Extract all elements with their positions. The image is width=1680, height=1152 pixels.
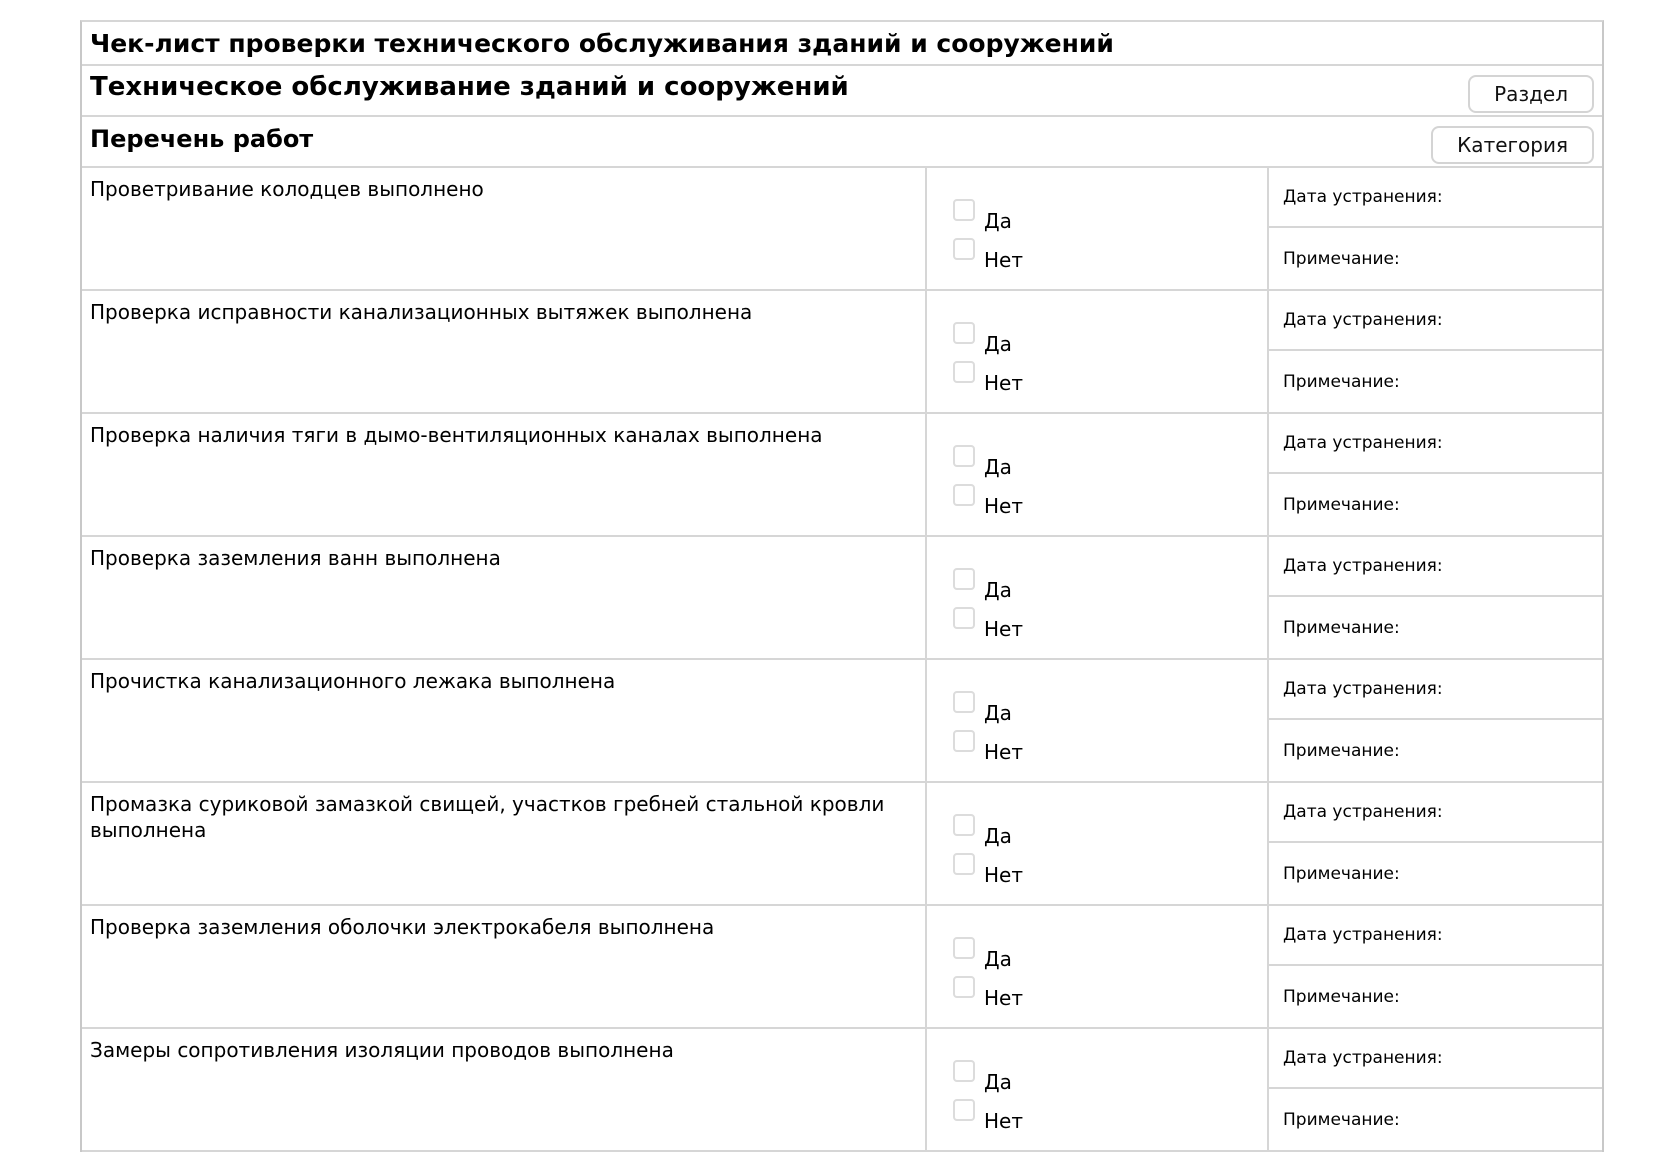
note-label: Примечание: <box>1283 371 1400 392</box>
checklist-items <box>82 168 1602 1152</box>
option-no[interactable] <box>953 1094 1267 1133</box>
yes-label: Да <box>984 701 1012 725</box>
item-answer-group <box>927 1029 1269 1150</box>
checklist-item <box>82 291 1602 414</box>
category-title: Перечень работ <box>90 125 314 153</box>
checklist-title: Чек-лист проверки технического обслуживания зданий и сооружений <box>90 28 1114 58</box>
note-field[interactable] <box>1269 474 1602 535</box>
date-label: Дата устранения: <box>1283 925 1443 945</box>
no-label: Нет <box>984 1109 1023 1133</box>
note-field[interactable] <box>1269 843 1602 904</box>
item-fields <box>1269 537 1602 658</box>
no-checkbox[interactable] <box>953 484 975 506</box>
category-tag-button[interactable]: Категория <box>1431 126 1594 164</box>
date-label: Дата устранения: <box>1283 187 1443 207</box>
date-label: Дата устранения: <box>1283 802 1443 822</box>
no-checkbox[interactable] <box>953 976 975 998</box>
date-field[interactable] <box>1269 1029 1602 1089</box>
section-title: Техническое обслуживание зданий и сооружений <box>90 72 849 102</box>
yes-checkbox[interactable] <box>953 814 975 836</box>
no-label: Нет <box>984 248 1023 272</box>
option-no[interactable] <box>953 356 1267 395</box>
date-field[interactable] <box>1269 414 1602 474</box>
yes-label: Да <box>984 209 1012 233</box>
item-fields <box>1269 291 1602 412</box>
checklist-item <box>82 906 1602 1029</box>
date-label: Дата устранения: <box>1283 1048 1443 1068</box>
checklist-item <box>82 168 1602 291</box>
note-label: Примечание: <box>1283 617 1400 638</box>
option-yes[interactable] <box>953 686 1267 725</box>
note-label: Примечание: <box>1283 986 1400 1007</box>
option-no[interactable] <box>953 602 1267 641</box>
option-no[interactable] <box>953 233 1267 272</box>
yes-checkbox[interactable] <box>953 937 975 959</box>
option-no[interactable] <box>953 848 1267 887</box>
item-answer-group <box>927 537 1269 658</box>
option-yes[interactable] <box>953 194 1267 233</box>
option-yes[interactable] <box>953 1055 1267 1094</box>
note-field[interactable] <box>1269 228 1602 289</box>
date-field[interactable] <box>1269 168 1602 228</box>
yes-checkbox[interactable] <box>953 445 975 467</box>
note-field[interactable] <box>1269 597 1602 658</box>
date-field[interactable] <box>1269 660 1602 720</box>
yes-label: Да <box>984 1070 1012 1094</box>
option-yes[interactable] <box>953 809 1267 848</box>
note-label: Примечание: <box>1283 494 1400 515</box>
item-text: Проверка исправности канализационных вытяжек выполнена <box>82 291 927 412</box>
yes-label: Да <box>984 824 1012 848</box>
option-yes[interactable] <box>953 317 1267 356</box>
item-answer-group <box>927 906 1269 1027</box>
item-answer-group <box>927 660 1269 781</box>
no-label: Нет <box>984 617 1023 641</box>
item-answer-group <box>927 291 1269 412</box>
item-text: Проветривание колодцев выполнено <box>82 168 927 289</box>
checklist-item <box>82 537 1602 660</box>
note-label: Примечание: <box>1283 248 1400 269</box>
date-label: Дата устранения: <box>1283 679 1443 699</box>
item-answer-group <box>927 168 1269 289</box>
yes-checkbox[interactable] <box>953 1060 975 1082</box>
checklist-title-row <box>82 22 1602 66</box>
item-text: Прочистка канализационного лежака выполнена <box>82 660 927 781</box>
category-row <box>82 117 1602 168</box>
no-label: Нет <box>984 740 1023 764</box>
item-text: Замеры сопротивления изоляции проводов выполнена <box>82 1029 927 1150</box>
no-checkbox[interactable] <box>953 238 975 260</box>
checklist-item <box>82 660 1602 783</box>
no-checkbox[interactable] <box>953 853 975 875</box>
option-yes[interactable] <box>953 932 1267 971</box>
item-fields <box>1269 168 1602 289</box>
item-fields <box>1269 1029 1602 1150</box>
yes-label: Да <box>984 578 1012 602</box>
option-no[interactable] <box>953 971 1267 1010</box>
yes-checkbox[interactable] <box>953 568 975 590</box>
note-label: Примечание: <box>1283 740 1400 761</box>
yes-checkbox[interactable] <box>953 691 975 713</box>
item-fields <box>1269 783 1602 904</box>
option-yes[interactable] <box>953 440 1267 479</box>
no-checkbox[interactable] <box>953 730 975 752</box>
option-yes[interactable] <box>953 563 1267 602</box>
item-fields <box>1269 660 1602 781</box>
option-no[interactable] <box>953 479 1267 518</box>
note-field[interactable] <box>1269 720 1602 781</box>
yes-checkbox[interactable] <box>953 322 975 344</box>
yes-checkbox[interactable] <box>953 199 975 221</box>
note-label: Примечание: <box>1283 1109 1400 1130</box>
date-field[interactable] <box>1269 291 1602 351</box>
yes-label: Да <box>984 332 1012 356</box>
item-answer-group <box>927 414 1269 535</box>
item-fields <box>1269 906 1602 1027</box>
checklist-item <box>82 783 1602 906</box>
note-field[interactable] <box>1269 966 1602 1027</box>
note-field[interactable] <box>1269 351 1602 412</box>
item-fields <box>1269 414 1602 535</box>
item-text: Проверка наличия тяги в дымо-вентиляционных каналах выполнена <box>82 414 927 535</box>
date-label: Дата устранения: <box>1283 556 1443 576</box>
checklist-sheet <box>80 20 1604 1152</box>
note-label: Примечание: <box>1283 863 1400 884</box>
checklist-item <box>82 414 1602 537</box>
no-label: Нет <box>984 494 1023 518</box>
date-field[interactable] <box>1269 537 1602 597</box>
yes-label: Да <box>984 455 1012 479</box>
date-label: Дата устранения: <box>1283 310 1443 330</box>
no-label: Нет <box>984 371 1023 395</box>
item-answer-group <box>927 783 1269 904</box>
item-text: Проверка заземления ванн выполнена <box>82 537 927 658</box>
no-checkbox[interactable] <box>953 361 975 383</box>
no-label: Нет <box>984 863 1023 887</box>
item-text: Промазка суриковой замазкой свищей, участков гребней стальной кровли выполнена <box>82 783 927 904</box>
section-tag-button[interactable]: Раздел <box>1468 75 1594 113</box>
no-checkbox[interactable] <box>953 607 975 629</box>
checklist-item <box>82 1029 1602 1152</box>
item-text: Проверка заземления оболочки электрокабеля выполнена <box>82 906 927 1027</box>
no-label: Нет <box>984 986 1023 1010</box>
yes-label: Да <box>984 947 1012 971</box>
section-row <box>82 66 1602 117</box>
date-label: Дата устранения: <box>1283 433 1443 453</box>
option-no[interactable] <box>953 725 1267 764</box>
no-checkbox[interactable] <box>953 1099 975 1121</box>
date-field[interactable] <box>1269 906 1602 966</box>
date-field[interactable] <box>1269 783 1602 843</box>
